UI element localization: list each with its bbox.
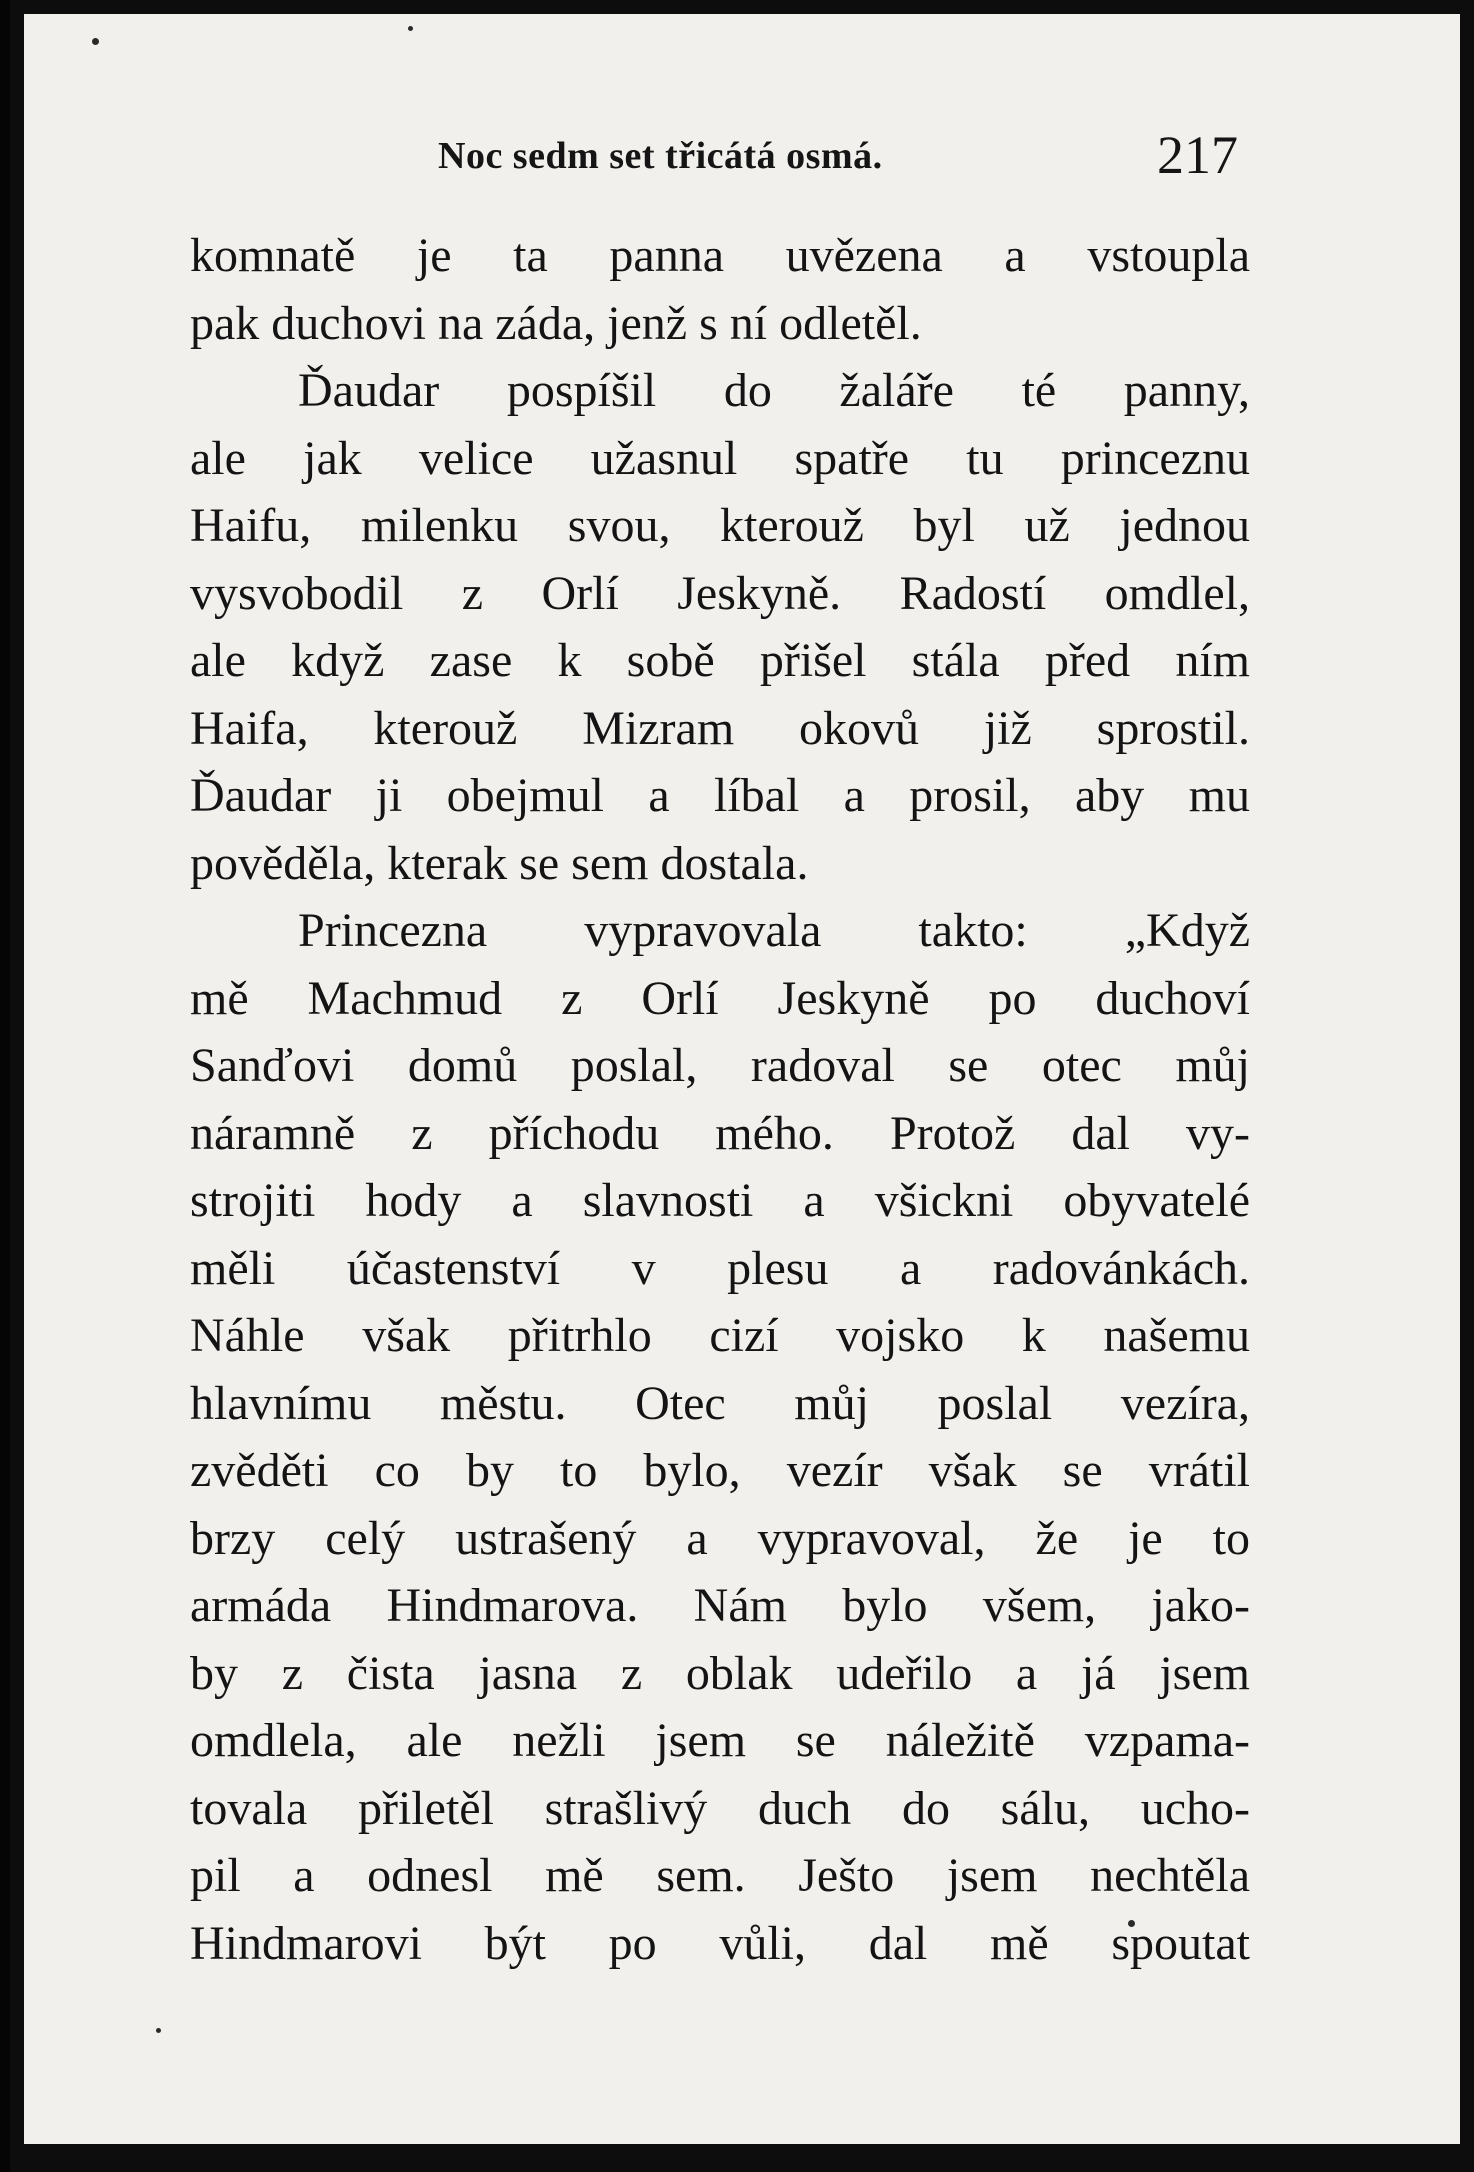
text-line: Haifu, milenku svou, kterouž byl už jednou bbox=[190, 499, 1250, 552]
text-line: Hindmarovi být po vůli, dal mě spoutat bbox=[190, 1916, 1250, 1970]
text-line: zvěděti co by to bylo, vezír však se vrátil bbox=[190, 1444, 1250, 1497]
text-line: by z čista jasna z oblak udeřilo a já jsem bbox=[190, 1646, 1250, 1700]
text-line: Náhle však přitrhlo cizí vojsko k našemu bbox=[190, 1309, 1250, 1362]
book-binding-edge bbox=[0, 0, 10, 2172]
text-line: hlavnímu městu. Otec můj poslal vezíra, bbox=[190, 1376, 1250, 1430]
text-line: pil a odnesl mě sem. Ješto jsem nechtěla bbox=[190, 1849, 1250, 1902]
text-line: náramně z příchodu mého. Protož dal vy- bbox=[190, 1106, 1250, 1160]
page-number: 217 bbox=[1157, 125, 1238, 185]
text-line: pak duchovi na záda, jenž s ní odletěl. bbox=[190, 296, 922, 350]
page-header bbox=[190, 125, 1270, 192]
running-title: Noc sedm set třicátá osmá. bbox=[438, 135, 883, 177]
text-line: strojiti hody a slavnosti a všickni obyvatelé bbox=[190, 1174, 1250, 1227]
text-line: mě Machmud z Orlí Jeskyně po duchoví bbox=[190, 971, 1250, 1025]
text-line: omdlela, ale nežli jsem se náležitě vzpama- bbox=[190, 1714, 1250, 1767]
text-line: brzy celý ustrašený a vypravoval, že je to bbox=[190, 1511, 1250, 1565]
print-speck bbox=[408, 26, 413, 31]
text-line: Ďaudar pospíšil do žaláře té panny, bbox=[298, 364, 1250, 417]
text-line: Haifa, kterouž Mizram okovů již sprostil. bbox=[190, 701, 1250, 755]
print-speck bbox=[92, 38, 99, 45]
text-line: vysvobodil z Orlí Jeskyně. Radostí omdlel, bbox=[190, 566, 1250, 620]
text-line: komnatě je ta panna uvězena a vstoupla bbox=[190, 229, 1250, 282]
text-line: Sanďovi domů poslal, radoval se otec můj bbox=[190, 1039, 1250, 1092]
print-speck bbox=[156, 2028, 161, 2033]
text-line: ale když zase k sobě přišel stála před ním bbox=[190, 634, 1250, 687]
text-line: armáda Hindmarova. Nám bylo všem, jako- bbox=[190, 1579, 1250, 1632]
text-line: Princezna vypravovala takto: „Když bbox=[298, 904, 1250, 957]
text-line: ale jak velice užasnul spatře tu princeznu bbox=[190, 431, 1250, 485]
text-line: tovala přiletěl strašlivý duch do sálu, ucho- bbox=[190, 1781, 1250, 1835]
text-line: Ďaudar ji obejmul a líbal a prosil, aby mu bbox=[190, 769, 1250, 822]
text-line: pověděla, kterak se sem dostala. bbox=[190, 836, 809, 890]
body-text bbox=[190, 222, 1250, 1977]
text-line: měli účastenství v plesu a radovánkách. bbox=[190, 1241, 1250, 1295]
